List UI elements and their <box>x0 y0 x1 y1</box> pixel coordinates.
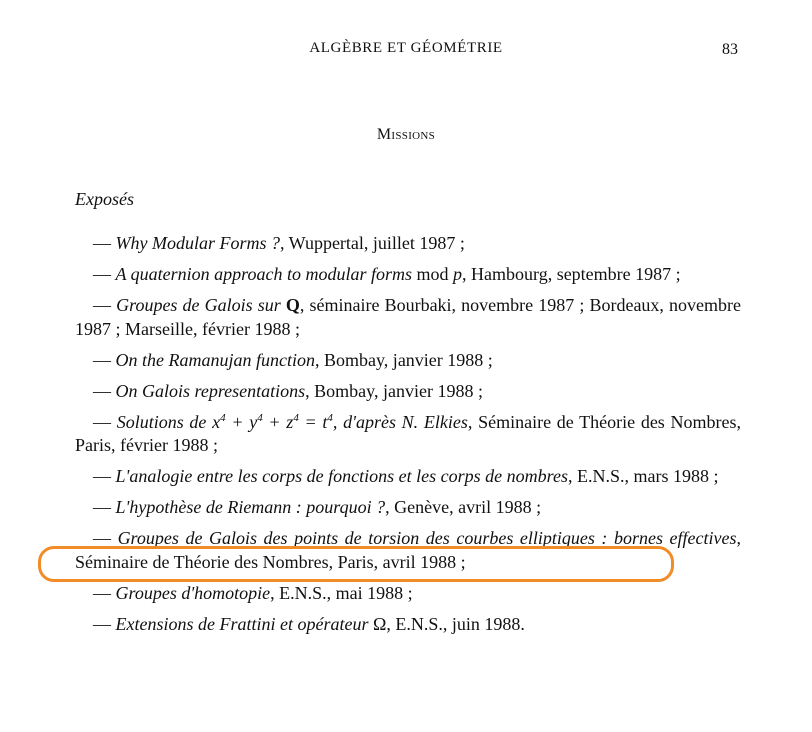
em-dash: — <box>93 497 116 517</box>
subsection-title: Exposés <box>75 189 134 209</box>
em-dash: — <box>93 233 116 253</box>
talk-title: Extensions de Frattini et opérateur <box>115 613 373 634</box>
equation <box>212 412 333 432</box>
talk-details: , Genève, avril 1988 ; <box>385 497 542 517</box>
running-head: ALGÈBRE ET GÉOMÉTRIE <box>309 40 503 56</box>
talk-title: Groupes de Galois sur <box>116 295 286 315</box>
list-item <box>75 582 741 606</box>
talk-title: On the Ramanujan function <box>115 349 315 370</box>
list-item <box>75 527 741 574</box>
em-dash: — <box>93 411 117 432</box>
rationals-symbol: Q <box>285 295 300 315</box>
em-dash: — <box>93 349 116 370</box>
talk-details: , E.N.S., mars 1988 ; <box>567 466 719 486</box>
talk-details: , Séminaire de Théorie des Nombres, Paris, avril 1988 ; <box>75 528 742 572</box>
var-t: t <box>322 411 328 432</box>
exponent: 4 <box>293 411 299 424</box>
omega-symbol: Ω <box>372 613 387 634</box>
em-dash: — <box>93 264 116 284</box>
var-x: x <box>212 411 221 432</box>
exponent: 4 <box>220 411 226 424</box>
page-number: 83 <box>722 41 738 58</box>
em-dash: — <box>93 528 118 548</box>
talk-details: , E.N.S., juin 1988. <box>386 613 525 634</box>
exponent: 4 <box>327 411 333 424</box>
talk-title: A quaternion approach to modular forms <box>115 264 413 284</box>
em-dash: — <box>93 380 116 401</box>
talk-title: Groupes de Galois des points de torsion des courbes elliptiques : bornes effectives <box>117 528 737 548</box>
exponent: 4 <box>257 411 263 424</box>
talk-title: L'hypothèse de Riemann : pourquoi ? <box>115 497 386 517</box>
list-item <box>75 465 741 489</box>
section-title: Missions <box>376 126 436 143</box>
talk-details: , Séminaire de Théorie des Nombres, Paris, février 1988 ; <box>75 411 742 455</box>
talk-details: , Wuppertal, juillet 1987 ; <box>280 233 465 253</box>
list-item <box>75 411 741 458</box>
talks-list <box>75 232 741 644</box>
em-dash: — <box>93 582 116 603</box>
title-suffix: , d'après N. Elkies <box>332 411 468 432</box>
talk-details: , Bombay, janvier 1988 ; <box>305 380 483 401</box>
list-item <box>75 232 741 256</box>
list-item <box>75 613 741 637</box>
talk-details: , séminaire Bourbaki, novembre 1987 ; Bordeaux, novembre 1987 ; Marseille, février 1988 ; <box>75 295 742 339</box>
var-y: y <box>249 411 258 432</box>
talk-details: , Hambourg, septembre 1987 ; <box>462 264 681 284</box>
talk-title-variable: p <box>453 264 463 284</box>
talk-title: Why Modular Forms ? <box>115 233 280 253</box>
plus-sign: + <box>262 411 287 432</box>
list-item <box>75 263 741 287</box>
talk-title: On Galois representations <box>115 380 306 401</box>
talk-title: Groupes d'homotopie <box>115 582 271 603</box>
plus-sign: + <box>225 411 250 432</box>
list-item <box>75 380 741 404</box>
equals-sign: = <box>298 411 323 432</box>
var-z: z <box>286 411 294 432</box>
em-dash: — <box>93 466 116 486</box>
list-item <box>75 294 741 341</box>
talk-title <box>117 412 468 432</box>
talk-title: L'analogie entre les corps de fonctions et les corps de nombres <box>115 466 568 486</box>
em-dash: — <box>93 613 116 634</box>
talk-details: , Bombay, janvier 1988 ; <box>314 349 493 370</box>
talk-details: , E.N.S., mai 1988 ; <box>270 582 413 603</box>
list-item <box>75 349 741 373</box>
list-item-highlighted <box>75 496 741 520</box>
talk-title-mod: mod <box>412 264 454 284</box>
em-dash: — <box>93 295 117 315</box>
title-prefix: Solutions de <box>116 411 213 432</box>
